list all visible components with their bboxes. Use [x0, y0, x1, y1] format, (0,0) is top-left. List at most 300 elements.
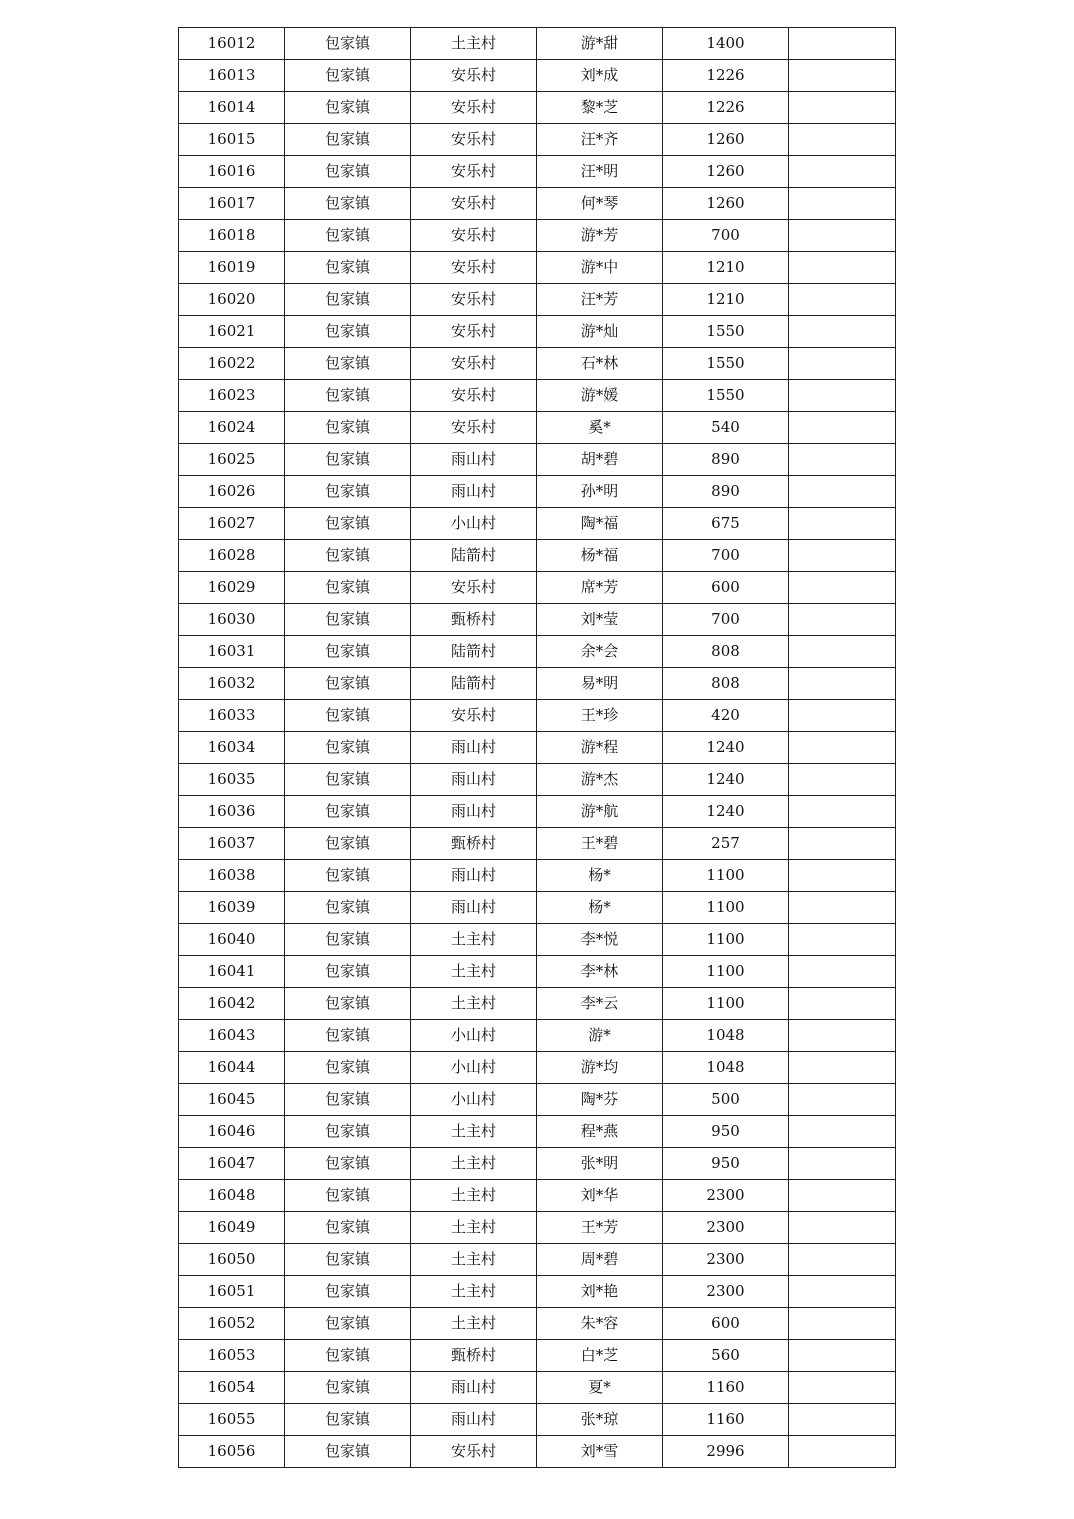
record-id-cell: 16031	[179, 636, 285, 668]
name-cell: 李*悦	[537, 924, 663, 956]
name-cell: 杨*	[537, 860, 663, 892]
town-cell: 包家镇	[285, 1276, 411, 1308]
town-cell: 包家镇	[285, 700, 411, 732]
name-cell: 张*明	[537, 1148, 663, 1180]
table-row	[179, 220, 896, 252]
village-cell: 甄桥村	[411, 1340, 537, 1372]
table-row	[179, 732, 896, 764]
record-id-cell: 16051	[179, 1276, 285, 1308]
name-cell: 刘*艳	[537, 1276, 663, 1308]
note-cell	[789, 988, 896, 1020]
note-cell	[789, 1244, 896, 1276]
table-row	[179, 604, 896, 636]
name-cell: 游*航	[537, 796, 663, 828]
note-cell	[789, 636, 896, 668]
name-cell: 余*会	[537, 636, 663, 668]
table-row	[179, 1436, 896, 1468]
table-row	[179, 828, 896, 860]
village-cell: 雨山村	[411, 892, 537, 924]
town-cell: 包家镇	[285, 188, 411, 220]
note-cell	[789, 188, 896, 220]
name-cell: 奚*	[537, 412, 663, 444]
amount-cell: 1210	[663, 284, 789, 316]
note-cell	[789, 1436, 896, 1468]
record-id-cell: 16025	[179, 444, 285, 476]
town-cell: 包家镇	[285, 60, 411, 92]
village-cell: 土主村	[411, 1148, 537, 1180]
name-cell: 汪*明	[537, 156, 663, 188]
note-cell	[789, 604, 896, 636]
table-row	[179, 988, 896, 1020]
record-id-cell: 16030	[179, 604, 285, 636]
village-cell: 甄桥村	[411, 828, 537, 860]
record-id-cell: 16032	[179, 668, 285, 700]
village-cell: 安乐村	[411, 92, 537, 124]
village-cell: 雨山村	[411, 860, 537, 892]
town-cell: 包家镇	[285, 1436, 411, 1468]
town-cell: 包家镇	[285, 636, 411, 668]
record-id-cell: 16029	[179, 572, 285, 604]
name-cell: 游*中	[537, 252, 663, 284]
amount-cell: 700	[663, 604, 789, 636]
table-row	[179, 1276, 896, 1308]
table-row	[179, 1180, 896, 1212]
village-cell: 小山村	[411, 1052, 537, 1084]
amount-cell: 1550	[663, 348, 789, 380]
name-cell: 王*珍	[537, 700, 663, 732]
name-cell: 汪*齐	[537, 124, 663, 156]
name-cell: 游*媛	[537, 380, 663, 412]
name-cell: 游*杰	[537, 764, 663, 796]
amount-cell: 1100	[663, 956, 789, 988]
record-id-cell: 16053	[179, 1340, 285, 1372]
record-id-cell: 16052	[179, 1308, 285, 1340]
note-cell	[789, 668, 896, 700]
record-id-cell: 16034	[179, 732, 285, 764]
table-row	[179, 1340, 896, 1372]
note-cell	[789, 156, 896, 188]
table-row	[179, 860, 896, 892]
table-row	[179, 572, 896, 604]
name-cell: 游*甜	[537, 28, 663, 60]
table-row	[179, 284, 896, 316]
record-id-cell: 16018	[179, 220, 285, 252]
note-cell	[789, 892, 896, 924]
town-cell: 包家镇	[285, 604, 411, 636]
name-cell: 杨*	[537, 892, 663, 924]
amount-cell: 808	[663, 636, 789, 668]
amount-cell: 1210	[663, 252, 789, 284]
note-cell	[789, 1340, 896, 1372]
village-cell: 安乐村	[411, 348, 537, 380]
town-cell: 包家镇	[285, 92, 411, 124]
table-row	[179, 1052, 896, 1084]
record-id-cell: 16038	[179, 860, 285, 892]
note-cell	[789, 1308, 896, 1340]
note-cell	[789, 1404, 896, 1436]
amount-cell: 950	[663, 1116, 789, 1148]
note-cell	[789, 124, 896, 156]
town-cell: 包家镇	[285, 1020, 411, 1052]
table-row	[179, 508, 896, 540]
table-row	[179, 1372, 896, 1404]
amount-cell: 1100	[663, 988, 789, 1020]
table-row	[179, 892, 896, 924]
name-cell: 刘*成	[537, 60, 663, 92]
town-cell: 包家镇	[285, 764, 411, 796]
table-row	[179, 1116, 896, 1148]
amount-cell: 700	[663, 540, 789, 572]
amount-cell: 560	[663, 1340, 789, 1372]
record-id-cell: 16055	[179, 1404, 285, 1436]
record-id-cell: 16048	[179, 1180, 285, 1212]
note-cell	[789, 1084, 896, 1116]
note-cell	[789, 476, 896, 508]
note-cell	[789, 1372, 896, 1404]
note-cell	[789, 828, 896, 860]
table-row	[179, 1212, 896, 1244]
name-cell: 白*芝	[537, 1340, 663, 1372]
record-id-cell: 16036	[179, 796, 285, 828]
village-cell: 雨山村	[411, 1404, 537, 1436]
note-cell	[789, 348, 896, 380]
amount-cell: 257	[663, 828, 789, 860]
name-cell: 王*碧	[537, 828, 663, 860]
document-page	[178, 27, 895, 1468]
amount-cell: 1226	[663, 60, 789, 92]
village-cell: 土主村	[411, 1180, 537, 1212]
record-id-cell: 16050	[179, 1244, 285, 1276]
town-cell: 包家镇	[285, 476, 411, 508]
amount-cell: 890	[663, 444, 789, 476]
village-cell: 安乐村	[411, 60, 537, 92]
village-cell: 雨山村	[411, 1372, 537, 1404]
name-cell: 席*芳	[537, 572, 663, 604]
name-cell: 游*芳	[537, 220, 663, 252]
record-id-cell: 16056	[179, 1436, 285, 1468]
name-cell: 游*均	[537, 1052, 663, 1084]
record-id-cell: 16027	[179, 508, 285, 540]
name-cell: 汪*芳	[537, 284, 663, 316]
note-cell	[789, 444, 896, 476]
village-cell: 安乐村	[411, 1436, 537, 1468]
name-cell: 程*燕	[537, 1116, 663, 1148]
table-row	[179, 540, 896, 572]
town-cell: 包家镇	[285, 572, 411, 604]
town-cell: 包家镇	[285, 1244, 411, 1276]
town-cell: 包家镇	[285, 1372, 411, 1404]
note-cell	[789, 572, 896, 604]
table-row	[179, 348, 896, 380]
record-id-cell: 16020	[179, 284, 285, 316]
note-cell	[789, 28, 896, 60]
amount-cell: 540	[663, 412, 789, 444]
table-row	[179, 92, 896, 124]
record-id-cell: 16033	[179, 700, 285, 732]
village-cell: 雨山村	[411, 476, 537, 508]
village-cell: 小山村	[411, 1020, 537, 1052]
table-row	[179, 1020, 896, 1052]
note-cell	[789, 764, 896, 796]
note-cell	[789, 1212, 896, 1244]
note-cell	[789, 956, 896, 988]
amount-cell: 950	[663, 1148, 789, 1180]
amount-cell: 1260	[663, 124, 789, 156]
amount-cell: 1260	[663, 188, 789, 220]
table-row	[179, 380, 896, 412]
table-row	[179, 636, 896, 668]
amount-cell: 1160	[663, 1372, 789, 1404]
amount-cell: 1048	[663, 1020, 789, 1052]
name-cell: 李*云	[537, 988, 663, 1020]
record-id-cell: 16042	[179, 988, 285, 1020]
table-row	[179, 796, 896, 828]
amount-cell: 600	[663, 1308, 789, 1340]
record-id-cell: 16013	[179, 60, 285, 92]
note-cell	[789, 316, 896, 348]
name-cell: 李*林	[537, 956, 663, 988]
amount-cell: 1100	[663, 892, 789, 924]
record-id-cell: 16015	[179, 124, 285, 156]
note-cell	[789, 796, 896, 828]
town-cell: 包家镇	[285, 1148, 411, 1180]
name-cell: 陶*福	[537, 508, 663, 540]
record-id-cell: 16022	[179, 348, 285, 380]
amount-cell: 420	[663, 700, 789, 732]
note-cell	[789, 380, 896, 412]
amount-cell: 1260	[663, 156, 789, 188]
table-row	[179, 700, 896, 732]
record-id-cell: 16044	[179, 1052, 285, 1084]
record-id-cell: 16012	[179, 28, 285, 60]
village-cell: 安乐村	[411, 188, 537, 220]
note-cell	[789, 1052, 896, 1084]
note-cell	[789, 700, 896, 732]
name-cell: 周*碧	[537, 1244, 663, 1276]
record-id-cell: 16019	[179, 252, 285, 284]
village-cell: 陆箭村	[411, 668, 537, 700]
town-cell: 包家镇	[285, 316, 411, 348]
record-id-cell: 16054	[179, 1372, 285, 1404]
record-id-cell: 16043	[179, 1020, 285, 1052]
amount-cell: 2300	[663, 1244, 789, 1276]
town-cell: 包家镇	[285, 380, 411, 412]
amount-cell: 1100	[663, 860, 789, 892]
village-cell: 安乐村	[411, 252, 537, 284]
village-cell: 安乐村	[411, 700, 537, 732]
name-cell: 黎*芝	[537, 92, 663, 124]
village-cell: 雨山村	[411, 444, 537, 476]
name-cell: 夏*	[537, 1372, 663, 1404]
amount-cell: 500	[663, 1084, 789, 1116]
town-cell: 包家镇	[285, 1084, 411, 1116]
record-id-cell: 16028	[179, 540, 285, 572]
town-cell: 包家镇	[285, 1308, 411, 1340]
town-cell: 包家镇	[285, 1340, 411, 1372]
village-cell: 土主村	[411, 1308, 537, 1340]
town-cell: 包家镇	[285, 348, 411, 380]
town-cell: 包家镇	[285, 668, 411, 700]
note-cell	[789, 540, 896, 572]
amount-cell: 2300	[663, 1212, 789, 1244]
village-cell: 安乐村	[411, 572, 537, 604]
village-cell: 安乐村	[411, 220, 537, 252]
note-cell	[789, 1276, 896, 1308]
village-cell: 安乐村	[411, 380, 537, 412]
village-cell: 陆箭村	[411, 540, 537, 572]
amount-cell: 1550	[663, 380, 789, 412]
record-id-cell: 16046	[179, 1116, 285, 1148]
village-cell: 安乐村	[411, 316, 537, 348]
village-cell: 土主村	[411, 924, 537, 956]
table-row	[179, 764, 896, 796]
note-cell	[789, 1116, 896, 1148]
town-cell: 包家镇	[285, 892, 411, 924]
note-cell	[789, 252, 896, 284]
town-cell: 包家镇	[285, 124, 411, 156]
name-cell: 石*林	[537, 348, 663, 380]
name-cell: 刘*雪	[537, 1436, 663, 1468]
record-id-cell: 16016	[179, 156, 285, 188]
record-id-cell: 16037	[179, 828, 285, 860]
roster-table	[178, 27, 896, 1468]
table-row	[179, 60, 896, 92]
village-cell: 土主村	[411, 988, 537, 1020]
town-cell: 包家镇	[285, 220, 411, 252]
note-cell	[789, 412, 896, 444]
town-cell: 包家镇	[285, 1052, 411, 1084]
amount-cell: 1100	[663, 924, 789, 956]
table-row	[179, 668, 896, 700]
amount-cell: 675	[663, 508, 789, 540]
village-cell: 安乐村	[411, 124, 537, 156]
amount-cell: 808	[663, 668, 789, 700]
town-cell: 包家镇	[285, 28, 411, 60]
note-cell	[789, 60, 896, 92]
table-row	[179, 252, 896, 284]
name-cell: 孙*明	[537, 476, 663, 508]
name-cell: 刘*莹	[537, 604, 663, 636]
village-cell: 小山村	[411, 1084, 537, 1116]
record-id-cell: 16041	[179, 956, 285, 988]
amount-cell: 1160	[663, 1404, 789, 1436]
name-cell: 游*程	[537, 732, 663, 764]
table-row	[179, 316, 896, 348]
note-cell	[789, 1180, 896, 1212]
record-id-cell: 16040	[179, 924, 285, 956]
village-cell: 土主村	[411, 1244, 537, 1276]
record-id-cell: 16026	[179, 476, 285, 508]
name-cell: 何*琴	[537, 188, 663, 220]
table-row	[179, 156, 896, 188]
town-cell: 包家镇	[285, 540, 411, 572]
record-id-cell: 16021	[179, 316, 285, 348]
village-cell: 安乐村	[411, 412, 537, 444]
note-cell	[789, 508, 896, 540]
village-cell: 小山村	[411, 508, 537, 540]
table-row	[179, 444, 896, 476]
village-cell: 土主村	[411, 956, 537, 988]
village-cell: 土主村	[411, 1276, 537, 1308]
town-cell: 包家镇	[285, 1212, 411, 1244]
note-cell	[789, 1148, 896, 1180]
town-cell: 包家镇	[285, 1180, 411, 1212]
name-cell: 易*明	[537, 668, 663, 700]
town-cell: 包家镇	[285, 796, 411, 828]
name-cell: 刘*华	[537, 1180, 663, 1212]
town-cell: 包家镇	[285, 1116, 411, 1148]
record-id-cell: 16023	[179, 380, 285, 412]
town-cell: 包家镇	[285, 444, 411, 476]
record-id-cell: 16047	[179, 1148, 285, 1180]
note-cell	[789, 860, 896, 892]
amount-cell: 1240	[663, 764, 789, 796]
town-cell: 包家镇	[285, 860, 411, 892]
name-cell: 朱*容	[537, 1308, 663, 1340]
amount-cell: 890	[663, 476, 789, 508]
table-row	[179, 124, 896, 156]
record-id-cell: 16017	[179, 188, 285, 220]
table-row	[179, 956, 896, 988]
village-cell: 甄桥村	[411, 604, 537, 636]
record-id-cell: 16045	[179, 1084, 285, 1116]
name-cell: 张*琼	[537, 1404, 663, 1436]
town-cell: 包家镇	[285, 1404, 411, 1436]
village-cell: 土主村	[411, 1212, 537, 1244]
village-cell: 土主村	[411, 28, 537, 60]
note-cell	[789, 284, 896, 316]
village-cell: 雨山村	[411, 796, 537, 828]
name-cell: 杨*福	[537, 540, 663, 572]
name-cell: 游*	[537, 1020, 663, 1052]
record-id-cell: 16039	[179, 892, 285, 924]
roster-table-body	[179, 28, 896, 1468]
amount-cell: 1400	[663, 28, 789, 60]
table-row	[179, 924, 896, 956]
table-row	[179, 1404, 896, 1436]
town-cell: 包家镇	[285, 284, 411, 316]
amount-cell: 2300	[663, 1180, 789, 1212]
table-row	[179, 412, 896, 444]
amount-cell: 1240	[663, 796, 789, 828]
table-row	[179, 1148, 896, 1180]
town-cell: 包家镇	[285, 828, 411, 860]
name-cell: 胡*碧	[537, 444, 663, 476]
amount-cell: 1240	[663, 732, 789, 764]
note-cell	[789, 220, 896, 252]
note-cell	[789, 732, 896, 764]
note-cell	[789, 92, 896, 124]
table-row	[179, 476, 896, 508]
record-id-cell: 16035	[179, 764, 285, 796]
table-row	[179, 1084, 896, 1116]
village-cell: 土主村	[411, 1116, 537, 1148]
village-cell: 陆箭村	[411, 636, 537, 668]
town-cell: 包家镇	[285, 924, 411, 956]
amount-cell: 2996	[663, 1436, 789, 1468]
amount-cell: 600	[663, 572, 789, 604]
amount-cell: 1550	[663, 316, 789, 348]
note-cell	[789, 1020, 896, 1052]
name-cell: 游*灿	[537, 316, 663, 348]
amount-cell: 2300	[663, 1276, 789, 1308]
record-id-cell: 16024	[179, 412, 285, 444]
table-row	[179, 188, 896, 220]
town-cell: 包家镇	[285, 252, 411, 284]
name-cell: 陶*芬	[537, 1084, 663, 1116]
village-cell: 安乐村	[411, 156, 537, 188]
village-cell: 安乐村	[411, 284, 537, 316]
